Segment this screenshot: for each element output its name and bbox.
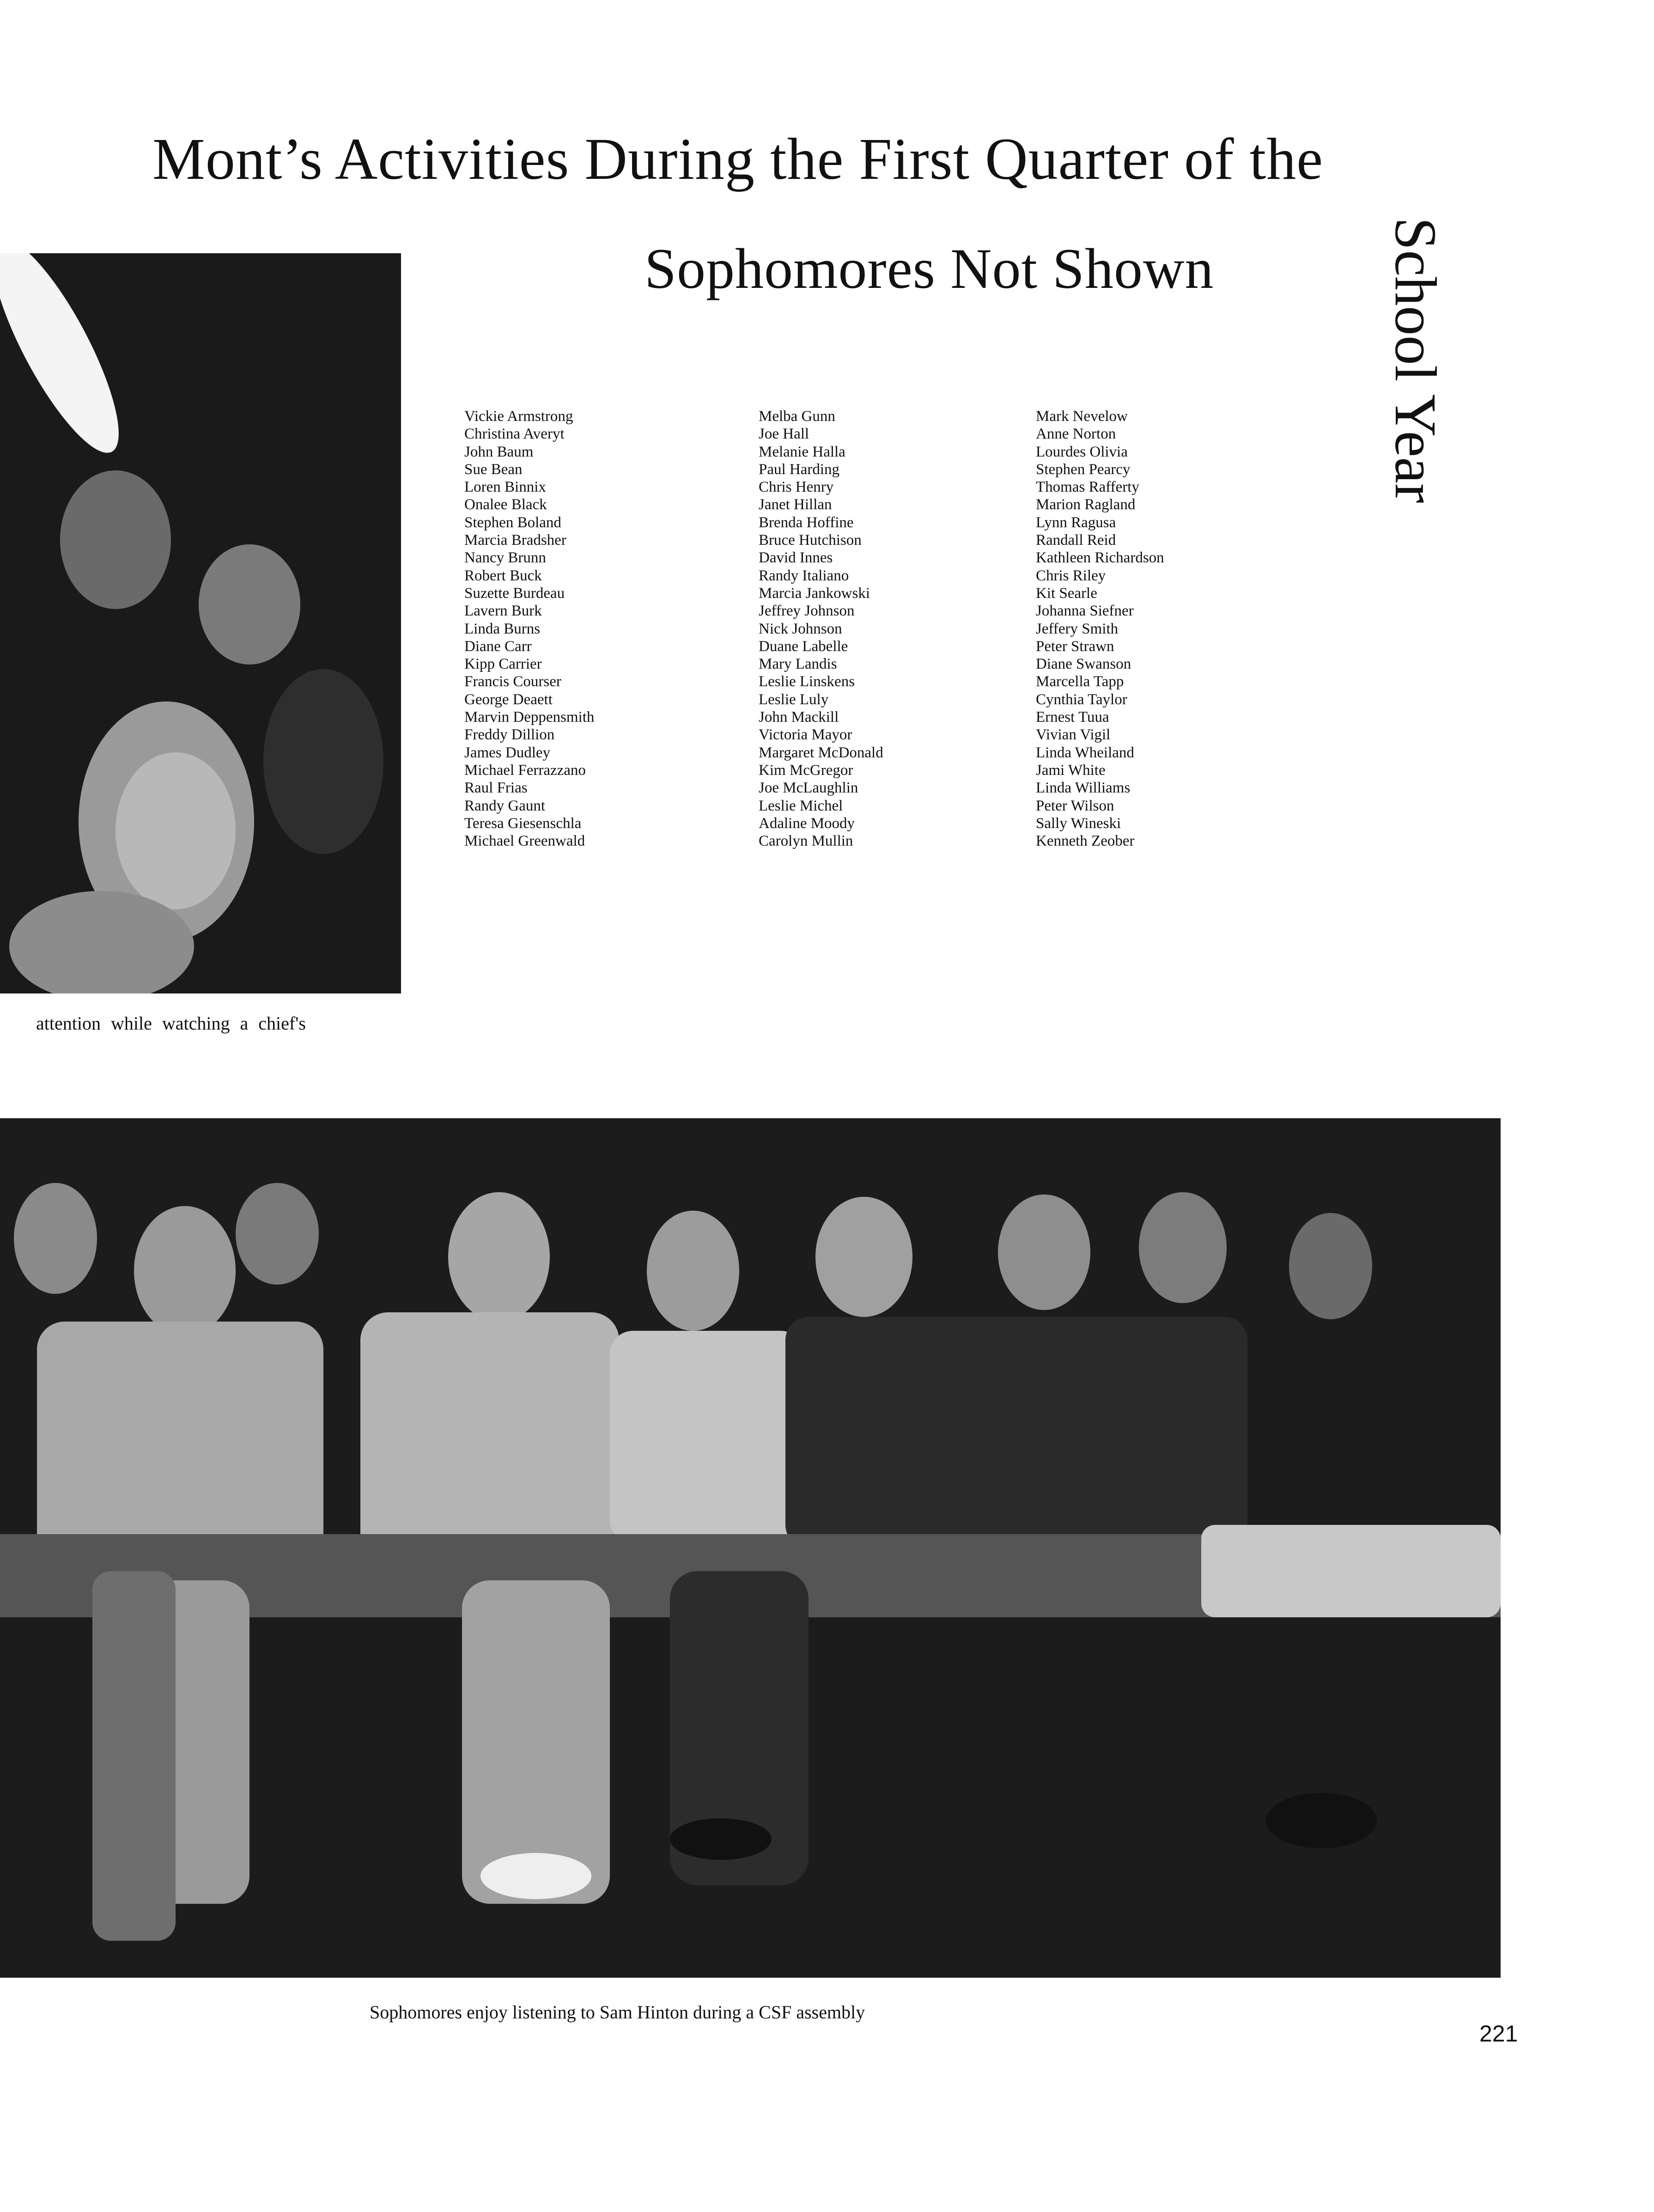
- page-title: Mont’s Activities During the First Quarter of the: [152, 126, 1323, 192]
- name-item: Cynthia Taylor: [1036, 691, 1127, 708]
- name-item: Randy Gaunt: [464, 797, 546, 814]
- name-item: Leslie Michel: [759, 797, 843, 814]
- name-item: Duane Labelle: [759, 638, 848, 655]
- name-item: Peter Wilson: [1036, 797, 1114, 814]
- name-item: Victoria Mayor: [759, 726, 852, 743]
- page-number: 221: [1479, 2021, 1518, 2047]
- name-item: Linda Wheiland: [1036, 744, 1134, 761]
- names-column-1: [464, 408, 594, 850]
- name-item: Teresa Giesenschla: [464, 815, 582, 832]
- name-item: Bruce Hutchison: [759, 532, 862, 549]
- name-item: Nancy Brunn: [464, 549, 546, 567]
- name-item: Kathleen Richardson: [1036, 549, 1164, 567]
- name-item: Randall Reid: [1036, 532, 1116, 549]
- name-item: Lourdes Olivia: [1036, 443, 1128, 460]
- name-item: Anne Norton: [1036, 426, 1116, 443]
- name-item: Kit Searle: [1036, 585, 1097, 602]
- name-item: Diane Carr: [464, 638, 532, 655]
- name-item: Kipp Carrier: [464, 656, 542, 673]
- name-item: Kim McGregor: [759, 762, 853, 779]
- name-item: Chris Henry: [759, 479, 834, 496]
- name-item: Melanie Halla: [759, 443, 845, 460]
- name-item: Vivian Vigil: [1036, 726, 1111, 743]
- name-item: Vickie Armstrong: [464, 408, 573, 425]
- name-item: Marcella Tapp: [1036, 673, 1124, 690]
- name-item: Jami White: [1036, 762, 1106, 779]
- name-item: Suzette Burdeau: [464, 585, 565, 602]
- name-item: James Dudley: [464, 744, 551, 761]
- names-column-3: [1036, 408, 1164, 850]
- name-item: Janet Hillan: [759, 496, 832, 513]
- assembly-audience-photo: [0, 1118, 1501, 1978]
- section-heading: Sophomores Not Shown: [645, 237, 1214, 300]
- name-item: Margaret McDonald: [759, 744, 883, 761]
- name-item: Christina Averyt: [464, 426, 565, 443]
- name-item: Raul Frias: [464, 780, 528, 797]
- name-item: Brenda Hoffine: [759, 514, 854, 531]
- name-item: Stephen Boland: [464, 514, 561, 531]
- name-item: Jeffrey Johnson: [759, 603, 855, 620]
- name-item: David Innes: [759, 549, 833, 567]
- name-item: Joe Hall: [759, 426, 809, 443]
- name-item: Mary Landis: [759, 656, 837, 673]
- name-item: Leslie Luly: [759, 691, 829, 708]
- name-item: Leslie Linskens: [759, 673, 855, 690]
- name-item: Nick Johnson: [759, 620, 842, 637]
- name-item: Lynn Ragusa: [1036, 514, 1116, 531]
- name-item: Francis Courser: [464, 673, 561, 690]
- name-item: Carolyn Mullin: [759, 833, 853, 850]
- name-item: Thomas Rafferty: [1036, 479, 1139, 496]
- vertical-title: School Year: [1383, 217, 1448, 503]
- name-item: Onalee Black: [464, 496, 547, 513]
- name-item: Peter Strawn: [1036, 638, 1114, 655]
- name-item: Michael Ferrazzano: [464, 762, 586, 779]
- name-item: Adaline Moody: [759, 815, 855, 832]
- names-column-2: [759, 408, 883, 850]
- name-item: Linda Burns: [464, 620, 541, 637]
- name-item: Paul Harding: [759, 461, 840, 478]
- name-item: Lavern Burk: [464, 603, 542, 620]
- name-item: Marion Ragland: [1036, 496, 1136, 513]
- name-item: Chris Riley: [1036, 567, 1106, 584]
- name-item: John Mackill: [759, 709, 839, 726]
- name-item: Marcia Bradsher: [464, 532, 566, 549]
- name-item: Sally Wineski: [1036, 815, 1121, 832]
- name-item: Mark Nevelow: [1036, 408, 1128, 425]
- crowd-photo: [0, 253, 401, 993]
- name-item: Michael Greenwald: [464, 833, 585, 850]
- name-item: George Deaett: [464, 691, 553, 708]
- name-item: Kenneth Zeober: [1036, 833, 1135, 850]
- name-item: Linda Williams: [1036, 780, 1131, 797]
- name-item: Johanna Siefner: [1036, 603, 1134, 620]
- name-item: Melba Gunn: [759, 408, 835, 425]
- name-item: Robert Buck: [464, 567, 542, 584]
- name-item: Diane Swanson: [1036, 656, 1131, 673]
- name-item: Sue Bean: [464, 461, 523, 478]
- name-item: John Baum: [464, 443, 534, 460]
- bottom-photo-caption: Sophomores enjoy listening to Sam Hinton during a CSF assembly: [370, 2002, 865, 2023]
- name-item: Joe McLaughlin: [759, 780, 858, 797]
- name-item: Jeffery Smith: [1036, 620, 1119, 637]
- name-item: Randy Italiano: [759, 567, 849, 584]
- name-item: Ernest Tuua: [1036, 709, 1109, 726]
- name-item: Marvin Deppensmith: [464, 709, 595, 726]
- name-item: Stephen Pearcy: [1036, 461, 1131, 478]
- top-photo-caption: attention while watching a chief's: [36, 1013, 306, 1034]
- name-item: Marcia Jankowski: [759, 585, 870, 602]
- name-item: Freddy Dillion: [464, 726, 555, 743]
- name-item: Loren Binnix: [464, 479, 546, 496]
